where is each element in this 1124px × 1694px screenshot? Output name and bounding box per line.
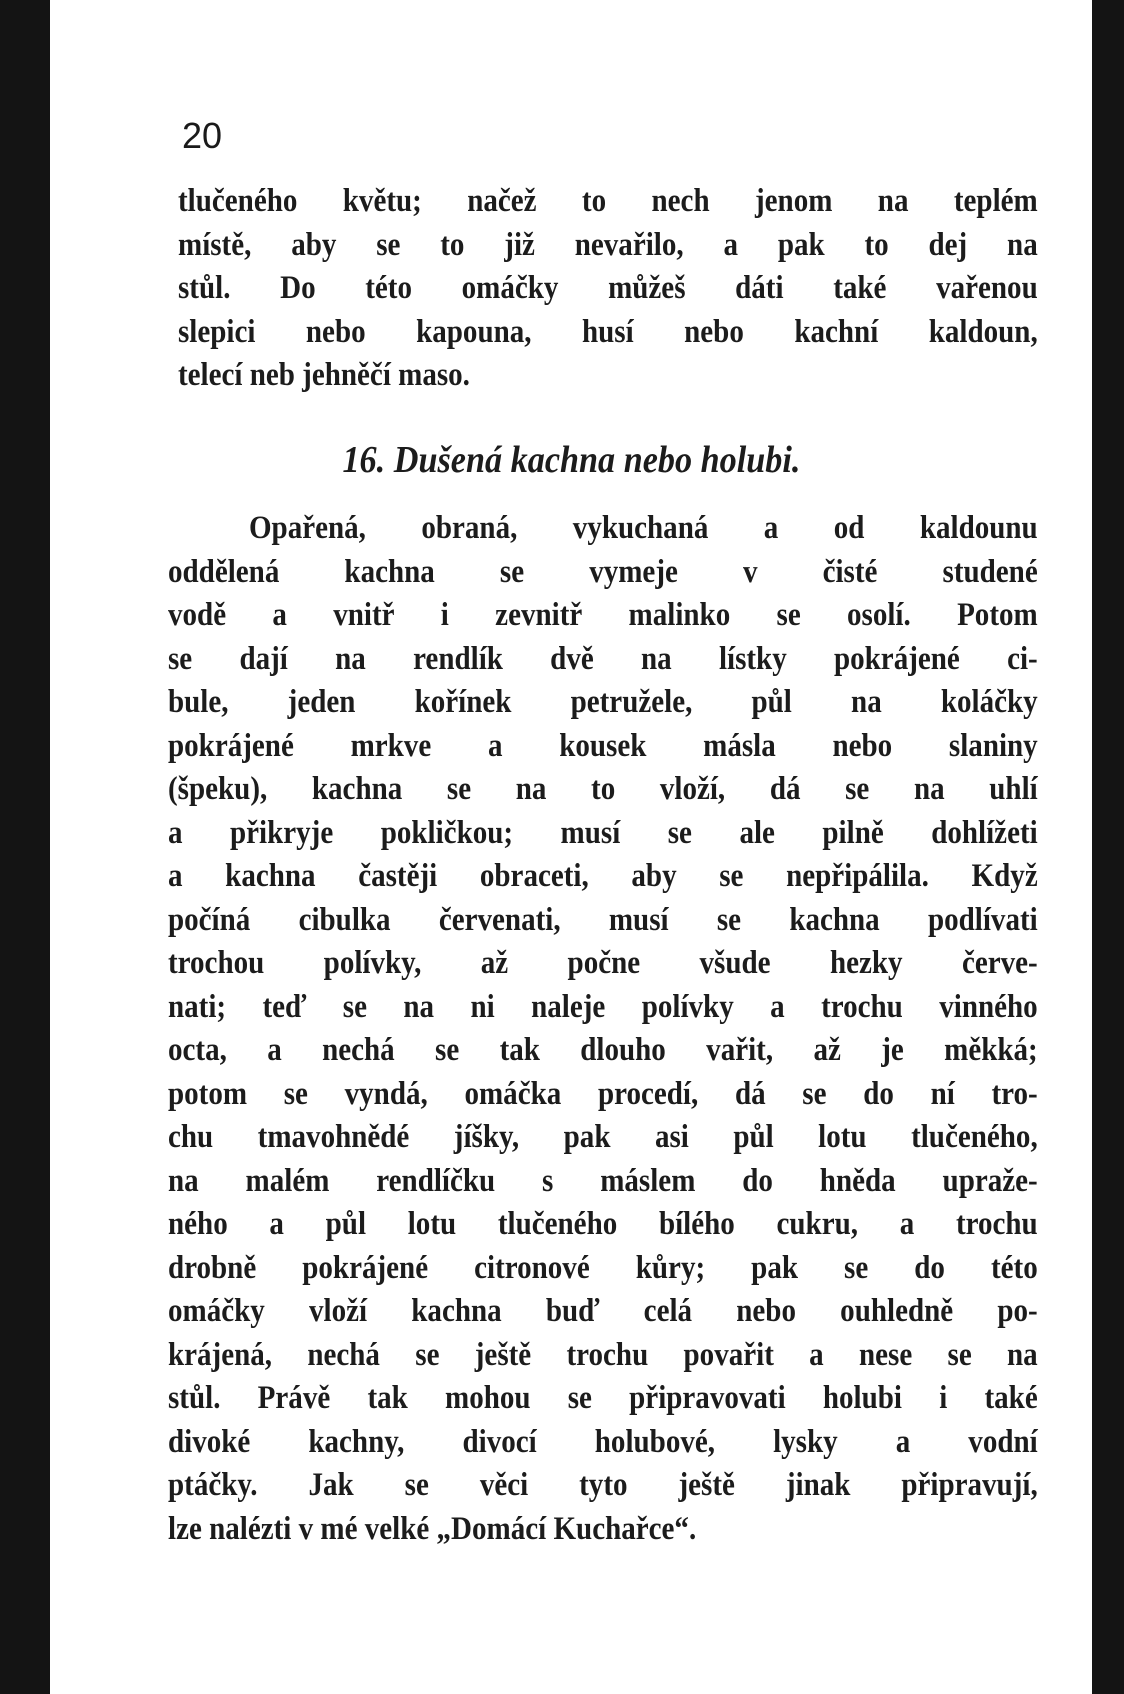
text-line: trochou polívky, až počne všude hezky červe-	[168, 945, 1038, 981]
recipe-paragraph	[168, 507, 1038, 1551]
text-line: bule, jeden kořínek petružele, půl na koláčky	[168, 684, 1038, 720]
text-line: Opařená, obraná, vykuchaná a od kaldounu	[248, 510, 1038, 546]
text-line: divoké kachny, divocí holubové, lysky a vodní	[168, 1423, 1038, 1460]
recipe-heading-text: 16. Dušená kachna nebo holubi.	[341, 439, 800, 481]
text-line: stůl. Právě tak mohou se připravovati holubi i také	[168, 1380, 1038, 1416]
text-line: slepici nebo kapouna, husí nebo kachní kaldoun,	[178, 313, 1038, 350]
text-line: se dají na rendlík dvě na lístky pokrájené ci-	[168, 640, 1038, 677]
text-line: telecí neb jehněčí maso.	[178, 357, 470, 393]
text-line: stůl. Do této omáčky můžeš dáti také vařenou	[178, 270, 1038, 306]
text-line: ného a půl lotu tlučeného bílého cukru, a trochu	[168, 1206, 1038, 1242]
text-line: chu tmavohnědé jíšky, pak asi půl lotu tlučeného,	[168, 1119, 1038, 1155]
text-line: drobně pokrájené citronové kůry; pak se do této	[168, 1249, 1038, 1286]
page-number: 20	[182, 115, 223, 156]
text-line: lze nalézti v mé velké „Domácí Kuchařce“.	[168, 1510, 697, 1547]
text-line: vodě a vnitř i zevnitř malinko se osolí. Potom	[168, 597, 1038, 633]
text-line: na malém rendlíčku s máslem do hněda upraže-	[168, 1162, 1038, 1199]
text-line: octa, a nechá se tak dlouho vařit, až je měkká;	[168, 1032, 1038, 1068]
text-line: pokrájené mrkve a kousek másla nebo slaniny	[168, 727, 1038, 764]
text-line: nati; teď se na ni naleje polívky a trochu vinného	[168, 988, 1038, 1025]
text-line: krájená, nechá se ještě trochu povařit a nese se na	[168, 1336, 1038, 1373]
recipe-heading	[50, 438, 1092, 482]
text-line: potom se vyndá, omáčka procedí, dá se do ní tro-	[168, 1075, 1038, 1112]
continuation-paragraph	[178, 180, 1038, 398]
text-line: omáčky vloží kachna buď celá nebo ouhledně po-	[168, 1293, 1038, 1329]
text-line: (špeku), kachna se na to vloží, dá se na uhlí	[168, 771, 1038, 807]
text-line: oddělená kachna se vymeje v čisté studené	[168, 553, 1038, 590]
text-line: a kachna častěji obraceti, aby se nepřipálila. Když	[168, 858, 1038, 894]
text-line: tlučeného květu; načež to nech jenom na teplém	[178, 183, 1038, 219]
book-page	[50, 0, 1092, 1694]
text-line: ptáčky. Jak se věci tyto ještě jinak připravují,	[168, 1467, 1038, 1503]
text-line: počíná cibulka červenati, musí se kachna podlívati	[168, 901, 1038, 938]
text-line: místě, aby se to již nevařilo, a pak to dej na	[178, 226, 1038, 263]
text-line: a přikryje pokličkou; musí se ale pilně dohlížeti	[168, 814, 1038, 851]
